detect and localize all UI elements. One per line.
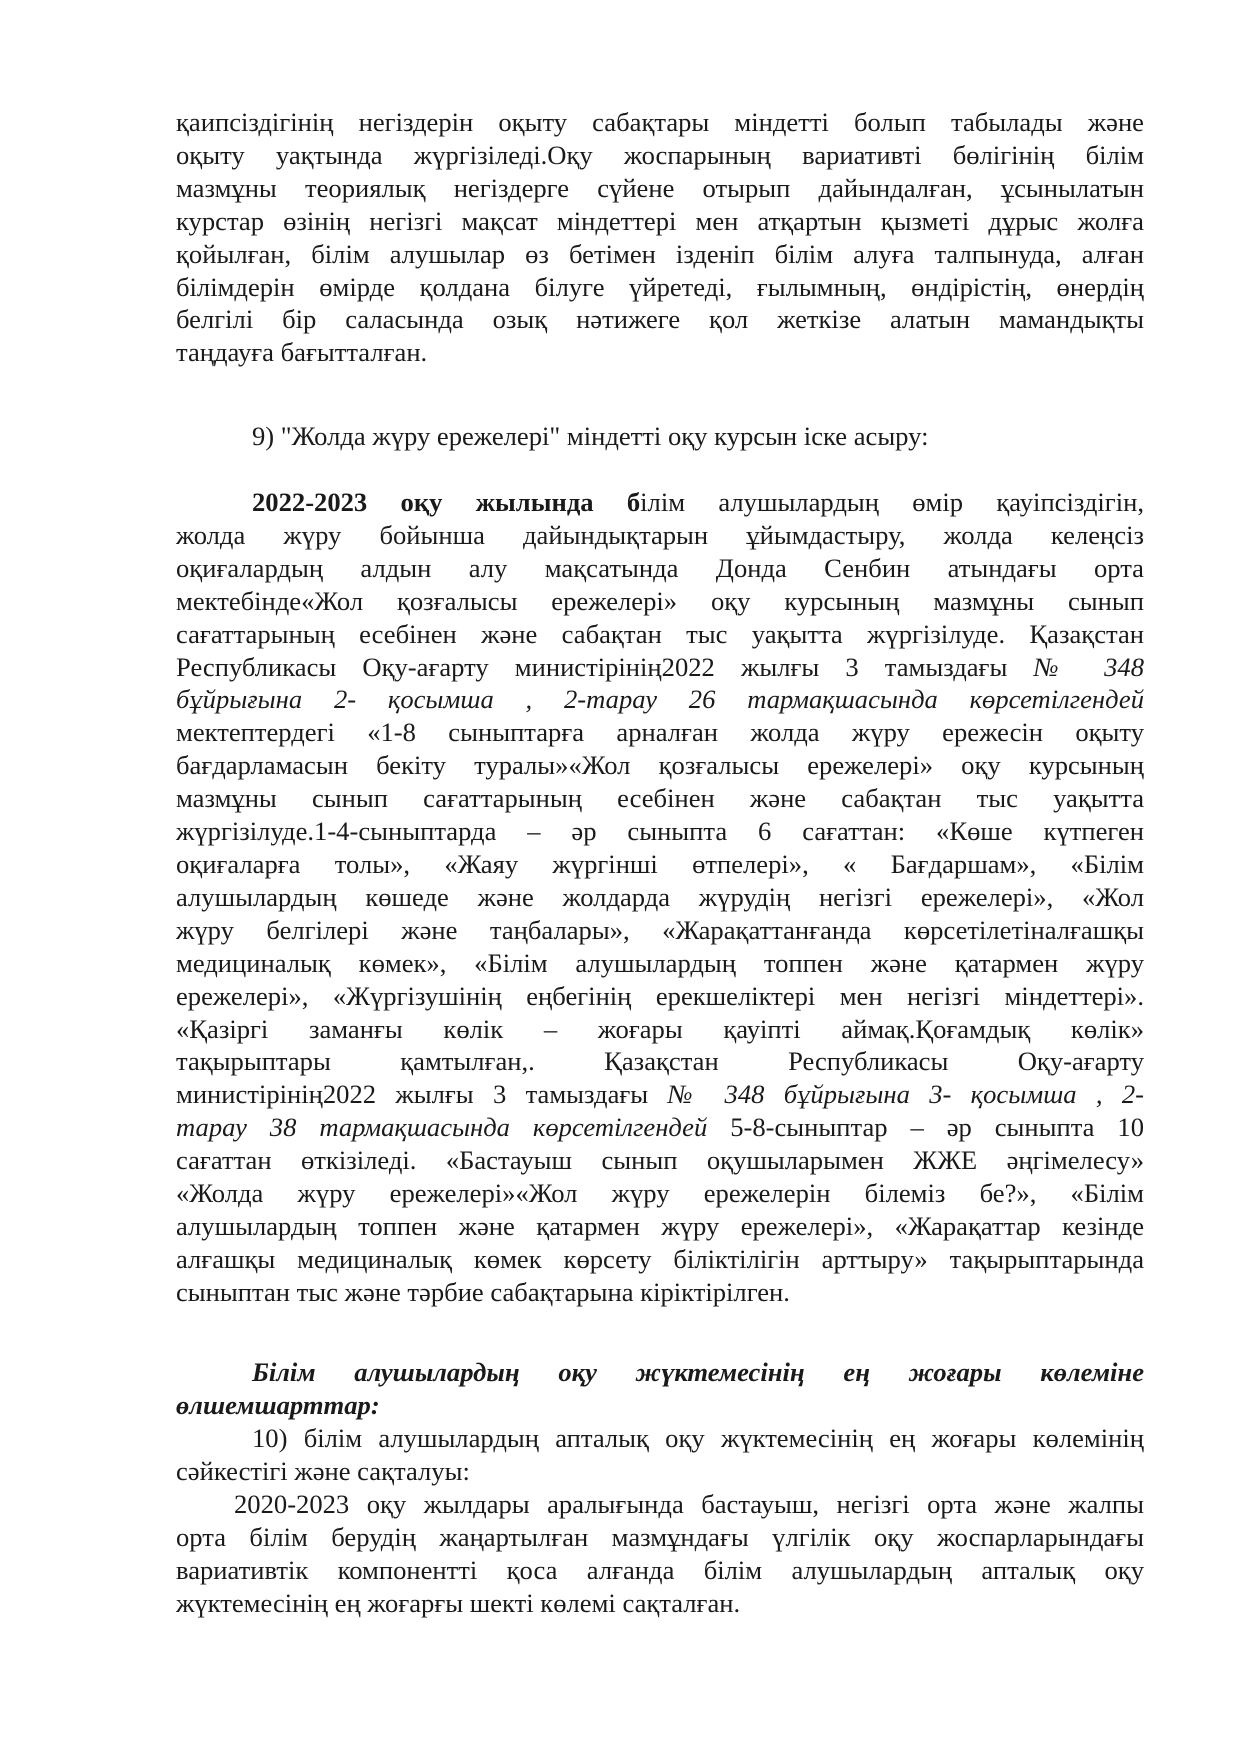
- text-line: мазмұны теориялық негіздерге сүйене отырып дайындалған, ұсынылатын: [176, 172, 1144, 203]
- text-line: жүргізілуде.1-4-сыныптарда – әр сыныпта 6 сағаттан: «Көше күтпеген: [176, 816, 1144, 847]
- bold-year-text: 2022-2023 оқу жылында б: [252, 487, 641, 517]
- text-line: алушылардың топпен және қатармен жүру ережелері», «Жарақаттар кезінде: [176, 1210, 1144, 1241]
- section-heading-9: [176, 420, 1144, 453]
- text-line: сағаттан өткізіледі. «Бастауыш сынып оқушыларымен ЖЖЕ әңгімелесу»: [176, 1145, 1144, 1176]
- text-line: таңдауға бағытталған.: [176, 337, 428, 368]
- text-line: жүру белгілері және таңбалары», «Жарақаттанғанда көрсетілетіналғашқы: [176, 914, 1144, 945]
- text-line: сәйкестігі және сақталуы:: [176, 1455, 470, 1486]
- text-line: вариативтік компонентті қоса алғанда білім алушылардың апталық оқу: [176, 1554, 1144, 1585]
- text-line: алушылардың көшеде және жолдарда жүрудің негізгі ережелері», «Жол: [176, 881, 1144, 912]
- text-line: мазмұны сынып сағаттарының есебінен және сабақтан тыс уақытта: [176, 783, 1144, 814]
- criteria-heading-text: Білім алушылардың оқу жүктемесінің ең жоғары көлеміне: [252, 1357, 1144, 1387]
- criteria-heading: [176, 1356, 1144, 1422]
- text-line: бағдарламасын бекіту туралы»«Жол қозғалысы ережелері» оқу курсының: [176, 750, 1144, 781]
- text-line: ережелері», «Жүргізушінің еңбегінің ерекшеліктері мен негізгі міндеттері».: [176, 980, 1144, 1011]
- order-reference: № 348: [1033, 651, 1144, 682]
- text-line: сыныптан тыс және тәрбие сабақтарына кіріктірілген.: [176, 1276, 790, 1307]
- text-line: «Қазіргі заманғы көлік – жоғары қауіпті аймақ.Қоғамдық көлік»: [176, 1013, 1144, 1044]
- text-line: курстар өзінің негізгі мақсат міндеттері мен атқартын қызметі дұрыс жолға: [176, 205, 1144, 236]
- text-line: медициналық көмек», «Білім алушылардың топпен және қатармен жүру: [176, 947, 1144, 978]
- text-line: жолда жүру бойынша дайындықтарын ұйымдастыру, жолда келеңсіз: [176, 519, 1144, 550]
- text-line: мектептердегі «1-8 сыныптарға арналған жолда жүру ережесін оқыту: [176, 717, 1144, 748]
- text-line: орта білім берудің жаңартылған мазмұндағы үлгілік оқу жоспарларындағы: [176, 1521, 1144, 1552]
- paragraph-road-rules: [176, 486, 1144, 1309]
- order-reference: тарау 38 тармақшасында көрсетілгендей: [176, 1112, 708, 1143]
- text-line: министірінің2022 жылғы 3 тамыздағы № 348 бұйрығына 3- қосымша , 2-: [176, 1079, 1144, 1110]
- paragraph-workload: [176, 1488, 1144, 1620]
- paragraph-intro: [176, 106, 1144, 369]
- text-line: оқиғалардың алдын алу мақсатында Донда Сенбин атындағы орта: [176, 552, 1144, 583]
- order-reference: № 348 бұйрығына 3- қосымша , 2-: [667, 1079, 1144, 1110]
- text-line: мектебінде«Жол қозғалысы ережелері» оқу курсының мазмұны сынып: [176, 585, 1144, 616]
- text-line: алғашқы медициналық көмек көрсету біліктілігін арттыру» тақырыптарында: [176, 1243, 1144, 1274]
- text-line: оқыту уақтында жүргізіледі.Оқу жоспарының вариативті бөлігінің білім: [176, 139, 1144, 170]
- text-line: 2020-2023 оқу жылдары аралығында бастауыш, негізгі орта және жалпы: [234, 1489, 1144, 1519]
- text-line: 2022-2023 оқу жылында білім алушылардың өмір қауіпсіздігін,: [252, 487, 1144, 517]
- text-line: тарау 38 тармақшасында көрсетілгендей 5-8-сыныптар – әр сыныпта 10: [176, 1112, 1144, 1143]
- text-line: «Жолда жүру ережелері»«Жол жүру ережелерін білеміз бе?», «Білім: [176, 1178, 1144, 1209]
- text-line: оқиғаларға толы», «Жаяу жүргінші өтпелері», « Бағдаршам», «Білім: [176, 848, 1144, 879]
- text-line: 10) білім алушылардың апталық оқу жүктемесінің ең жоғары көлемінің: [252, 1423, 1144, 1453]
- text-line: тақырыптары қамтылған,. Қазақстан Республикасы Оқу-ағарту: [176, 1046, 1144, 1077]
- text-line: білімдерін өмірде қолдана білуге үйретеді, ғылымның, өндірістің, өнердің: [176, 271, 1144, 302]
- text-line: белгілі бір саласында озық нәтижеге қол жеткізе алатын мамандықты: [176, 304, 1144, 335]
- heading-text: 9) "Жолда жүру ережелері" міндетті оқу курсын іске асыру:: [252, 421, 929, 451]
- text-line: бұйрығына 2- қосымша , 2-тарау 26 тармақшасында көрсетілгендей: [176, 684, 1144, 715]
- text-line: қаипсіздігінің негіздерін оқыту сабақтары міндетті болып табылады және: [176, 107, 1144, 137]
- text-line: жүктемесінің ең жоғарғы шекті көлемі сақталған.: [176, 1587, 741, 1618]
- criteria-heading-text: өлшемшарттар:: [176, 1389, 380, 1420]
- text-line: Республикасы Оқу-ағарту министірінің2022 жылғы 3 тамыздағы № 348: [176, 651, 1144, 682]
- paragraph-10: [176, 1422, 1144, 1488]
- text-line: қойылған, білім алушылар өз бетімен ізденіп білім алуға талпынуда, алған: [176, 238, 1144, 269]
- text-line: сағаттарының есебінен және сабақтан тыс уақытта жүргізілуде. Қазақстан: [176, 618, 1144, 649]
